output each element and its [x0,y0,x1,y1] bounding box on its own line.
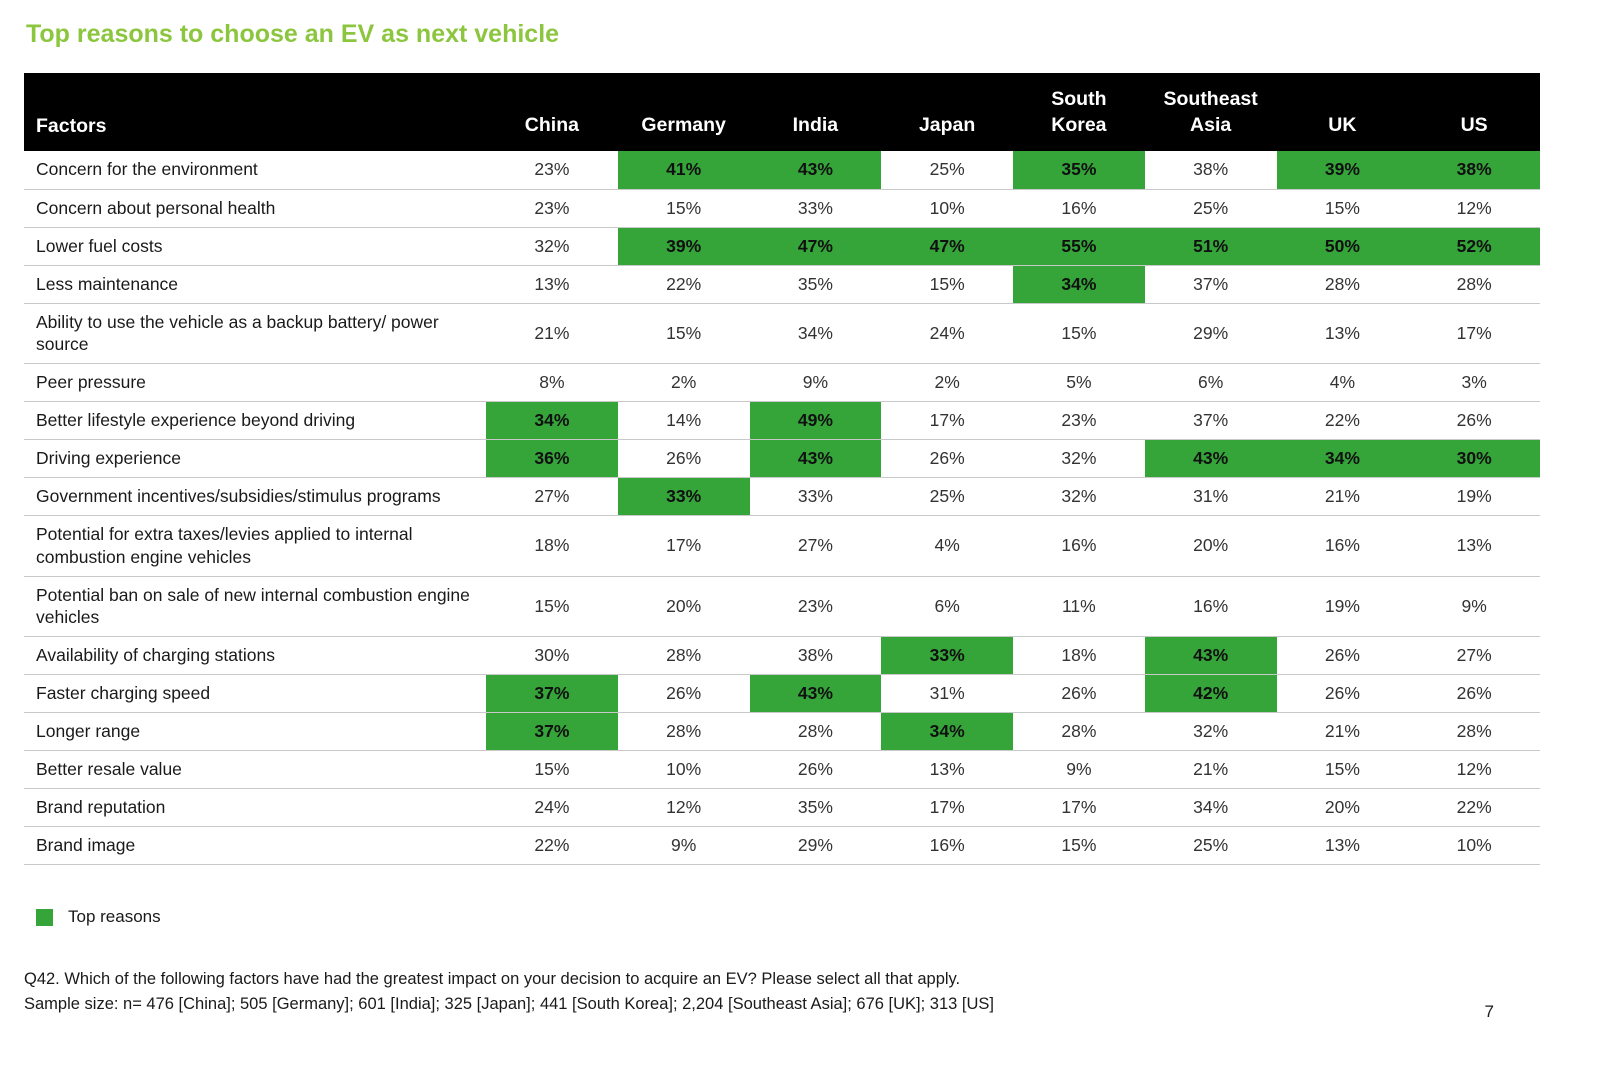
value-cell-highlighted: 41% [618,151,750,189]
value-cell-highlighted: 34% [486,402,618,440]
value-cell: 25% [1145,827,1277,865]
value-cell: 15% [486,576,618,637]
value-cell: 12% [1408,751,1540,789]
value-cell-highlighted: 43% [1145,637,1277,675]
value-cell: 38% [1145,151,1277,189]
value-cell: 15% [1013,303,1145,364]
table-row [24,265,1540,303]
value-cell-highlighted: 51% [1145,227,1277,265]
factor-cell: Availability of charging stations [24,637,486,675]
table-row [24,151,1540,189]
value-cell: 17% [881,402,1013,440]
value-cell: 12% [618,789,750,827]
value-cell: 26% [618,440,750,478]
value-cell: 19% [1408,478,1540,516]
column-header-uk: UK [1277,73,1409,151]
value-cell: 35% [750,789,882,827]
factor-cell: Lower fuel costs [24,227,486,265]
value-cell-highlighted: 35% [1013,151,1145,189]
value-cell: 26% [881,440,1013,478]
table-row [24,364,1540,402]
value-cell: 13% [881,751,1013,789]
value-cell: 22% [1408,789,1540,827]
factor-cell: Potential ban on sale of new internal combustion engine vehicles [24,576,486,637]
value-cell: 33% [750,478,882,516]
value-cell: 10% [881,189,1013,227]
value-cell-highlighted: 37% [486,675,618,713]
value-cell: 15% [618,303,750,364]
value-cell: 26% [618,675,750,713]
value-cell: 9% [1013,751,1145,789]
value-cell: 28% [618,713,750,751]
value-cell: 21% [1145,751,1277,789]
value-cell: 37% [1145,402,1277,440]
column-header-japan: Japan [881,73,1013,151]
value-cell-highlighted: 43% [750,675,882,713]
value-cell: 27% [750,516,882,577]
value-cell: 4% [881,516,1013,577]
value-cell-highlighted: 47% [750,227,882,265]
value-cell: 17% [618,516,750,577]
factor-cell: Ability to use the vehicle as a backup battery/ power source [24,303,486,364]
value-cell: 32% [1013,440,1145,478]
value-cell: 37% [1145,265,1277,303]
value-cell-highlighted: 33% [881,637,1013,675]
value-cell: 2% [881,364,1013,402]
value-cell: 13% [1408,516,1540,577]
value-cell: 6% [881,576,1013,637]
value-cell: 15% [881,265,1013,303]
value-cell: 4% [1277,364,1409,402]
value-cell-highlighted: 39% [618,227,750,265]
value-cell: 28% [618,637,750,675]
column-header-india: India [750,73,882,151]
value-cell: 23% [750,576,882,637]
value-cell: 24% [881,303,1013,364]
value-cell-highlighted: 38% [1408,151,1540,189]
value-cell: 8% [486,364,618,402]
factor-cell: Faster charging speed [24,675,486,713]
value-cell: 20% [618,576,750,637]
column-header-china: China [486,73,618,151]
column-header-germany: Germany [618,73,750,151]
table-body [24,151,1540,865]
value-cell: 22% [486,827,618,865]
table-row [24,402,1540,440]
value-cell: 9% [1408,576,1540,637]
value-cell: 29% [750,827,882,865]
value-cell-highlighted: 33% [618,478,750,516]
value-cell: 26% [750,751,882,789]
legend [36,907,1576,927]
value-cell: 20% [1145,516,1277,577]
value-cell: 15% [1013,827,1145,865]
legend-label: Top reasons [68,907,161,926]
value-cell-highlighted: 34% [881,713,1013,751]
value-cell: 26% [1277,675,1409,713]
value-cell: 23% [486,189,618,227]
table-row [24,675,1540,713]
value-cell: 31% [1145,478,1277,516]
value-cell: 12% [1408,189,1540,227]
value-cell-highlighted: 55% [1013,227,1145,265]
legend-swatch-top-reasons [36,909,53,926]
value-cell-highlighted: 36% [486,440,618,478]
value-cell-highlighted: 49% [750,402,882,440]
value-cell-highlighted: 47% [881,227,1013,265]
footnote-sample-size: Sample size: n= 476 [China]; 505 [Germany]; 601 [India]; 325 [Japan]; 441 [South Korea]; 2,204 [Southeast Asia]; 676 [UK]; 313 [US] [24,994,994,1013]
value-cell: 28% [1408,713,1540,751]
value-cell: 6% [1145,364,1277,402]
table-row [24,576,1540,637]
footnote [24,967,1576,1017]
page-number: 7 [1484,1002,1494,1021]
column-header-factors: Factors [24,73,486,151]
value-cell: 28% [1408,265,1540,303]
value-cell: 26% [1013,675,1145,713]
factor-cell: Government incentives/subsidies/stimulus programs [24,478,486,516]
value-cell: 28% [1013,713,1145,751]
value-cell: 17% [881,789,1013,827]
value-cell: 21% [1277,713,1409,751]
value-cell: 25% [1145,189,1277,227]
value-cell: 33% [750,189,882,227]
value-cell: 17% [1013,789,1145,827]
value-cell-highlighted: 30% [1408,440,1540,478]
value-cell: 23% [486,151,618,189]
value-cell-highlighted: 52% [1408,227,1540,265]
value-cell: 5% [1013,364,1145,402]
value-cell: 30% [486,637,618,675]
factor-cell: Driving experience [24,440,486,478]
value-cell: 16% [1277,516,1409,577]
table-row [24,827,1540,865]
value-cell: 17% [1408,303,1540,364]
factor-cell: Concern for the environment [24,151,486,189]
value-cell: 20% [1277,789,1409,827]
table-row [24,227,1540,265]
factor-cell: Brand image [24,827,486,865]
factor-cell: Potential for extra taxes/levies applied to internal combustion engine vehicles [24,516,486,577]
value-cell: 21% [1277,478,1409,516]
value-cell-highlighted: 43% [750,440,882,478]
value-cell: 34% [750,303,882,364]
value-cell: 32% [1013,478,1145,516]
value-cell: 16% [1013,189,1145,227]
value-cell: 32% [1145,713,1277,751]
value-cell: 15% [618,189,750,227]
value-cell: 19% [1277,576,1409,637]
value-cell: 26% [1408,675,1540,713]
value-cell: 2% [618,364,750,402]
factor-cell: Less maintenance [24,265,486,303]
value-cell: 16% [1013,516,1145,577]
table-row [24,189,1540,227]
value-cell-highlighted: 37% [486,713,618,751]
value-cell: 31% [881,675,1013,713]
factor-cell: Brand reputation [24,789,486,827]
column-header-southeast-asia: Southeast Asia [1145,73,1277,151]
value-cell: 26% [1408,402,1540,440]
table-row [24,478,1540,516]
value-cell: 18% [486,516,618,577]
factor-cell: Longer range [24,713,486,751]
value-cell: 21% [486,303,618,364]
value-cell: 25% [881,478,1013,516]
value-cell: 29% [1145,303,1277,364]
value-cell: 9% [618,827,750,865]
footnote-question: Q42. Which of the following factors have had the greatest impact on your decision to acquire an EV? Please select all that apply. [24,970,961,988]
value-cell: 27% [486,478,618,516]
value-cell: 9% [750,364,882,402]
value-cell: 32% [486,227,618,265]
value-cell-highlighted: 34% [1013,265,1145,303]
value-cell-highlighted: 42% [1145,675,1277,713]
value-cell: 38% [750,637,882,675]
factor-cell: Peer pressure [24,364,486,402]
column-header-south-korea: South Korea [1013,73,1145,151]
table-row [24,789,1540,827]
table-row [24,713,1540,751]
value-cell-highlighted: 43% [750,151,882,189]
value-cell: 22% [618,265,750,303]
value-cell: 23% [1013,402,1145,440]
value-cell: 34% [1145,789,1277,827]
table-row [24,637,1540,675]
table-row [24,303,1540,364]
value-cell: 13% [486,265,618,303]
value-cell: 22% [1277,402,1409,440]
value-cell: 13% [1277,303,1409,364]
page-title: Top reasons to choose an EV as next vehicle [26,20,560,48]
value-cell: 25% [881,151,1013,189]
value-cell: 18% [1013,637,1145,675]
table-row [24,516,1540,577]
value-cell: 15% [486,751,618,789]
value-cell-highlighted: 43% [1145,440,1277,478]
value-cell: 10% [618,751,750,789]
value-cell: 28% [1277,265,1409,303]
factor-cell: Better lifestyle experience beyond driving [24,402,486,440]
value-cell: 10% [1408,827,1540,865]
column-header-us: US [1408,73,1540,151]
value-cell: 26% [1277,637,1409,675]
value-cell: 28% [750,713,882,751]
value-cell: 13% [1277,827,1409,865]
value-cell: 27% [1408,637,1540,675]
table-row [24,440,1540,478]
table-row [24,751,1540,789]
value-cell: 35% [750,265,882,303]
header-row [24,73,1540,151]
factor-cell: Better resale value [24,751,486,789]
value-cell: 15% [1277,751,1409,789]
value-cell-highlighted: 39% [1277,151,1409,189]
value-cell: 3% [1408,364,1540,402]
value-cell-highlighted: 50% [1277,227,1409,265]
value-cell: 14% [618,402,750,440]
value-cell: 24% [486,789,618,827]
ev-reasons-table [24,73,1540,865]
factor-cell: Concern about personal health [24,189,486,227]
value-cell: 11% [1013,576,1145,637]
table-header [24,73,1540,151]
value-cell: 15% [1277,189,1409,227]
value-cell: 16% [881,827,1013,865]
value-cell-highlighted: 34% [1277,440,1409,478]
value-cell: 16% [1145,576,1277,637]
